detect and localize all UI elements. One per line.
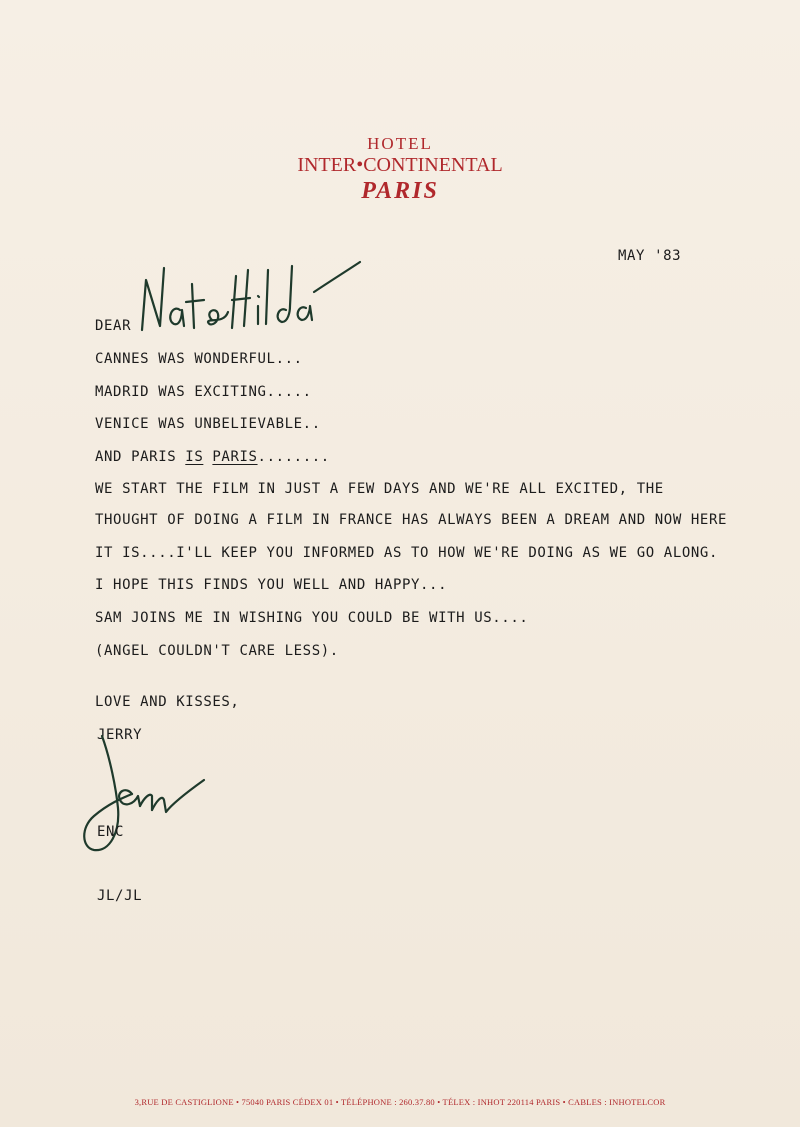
letterhead-intercontinental: INTER•CONTINENTAL	[297, 154, 503, 176]
reference-initials: JL/JL	[97, 888, 143, 904]
body-line-4-prefix: AND PARIS	[95, 449, 186, 465]
body-line-7: IT IS....I'LL KEEP YOU INFORMED AS TO HOW WE'RE DOING AS WE GO ALONG.	[95, 545, 718, 561]
letter-date: MAY '83	[618, 248, 682, 264]
body-line-9: SAM JOINS ME IN WISHING YOU COULD BE WITH US....	[95, 610, 529, 626]
body-line-10: (ANGEL COULDN'T CARE LESS).	[95, 643, 339, 659]
body-line-3: VENICE WAS UNBELIEVABLE..	[95, 416, 321, 432]
body-line-2: MADRID WAS EXCITING.....	[95, 384, 312, 400]
letterhead-hotel: HOTEL	[367, 134, 433, 153]
closing: LOVE AND KISSES,	[95, 694, 240, 710]
underlined-is: IS	[185, 449, 204, 465]
body-line-6: THOUGHT OF DOING A FILM IN FRANCE HAS ALWAYS BEEN A DREAM AND NOW HERE	[95, 512, 728, 528]
enclosure: ENC	[97, 824, 125, 840]
body-line-8: I HOPE THIS FINDS YOU WELL AND HAPPY...	[95, 577, 448, 593]
body-line-4	[95, 449, 330, 465]
letterhead-footer-address: 3,RUE DE CASTIGLIONE • 75040 PARIS CÉDEX 01 • TÉLÉPHONE : 260.37.80 • TÉLEX : INHOT 220114 PARIS • CABLES : INHOTELCOR	[134, 1097, 666, 1107]
body-line-1: CANNES WAS WONDERFUL...	[95, 351, 303, 367]
underlined-paris: PARIS	[212, 449, 258, 465]
salutation: DEAR	[95, 318, 132, 334]
letterhead-paris: PARIS	[361, 178, 439, 204]
body-line-5: WE START THE FILM IN JUST A FEW DAYS AND WE'RE ALL EXCITED, THE	[95, 481, 664, 497]
handwritten-addressee	[136, 240, 366, 340]
body-line-4-suffix: ........	[257, 449, 330, 465]
typed-name: JERRY	[97, 727, 143, 743]
